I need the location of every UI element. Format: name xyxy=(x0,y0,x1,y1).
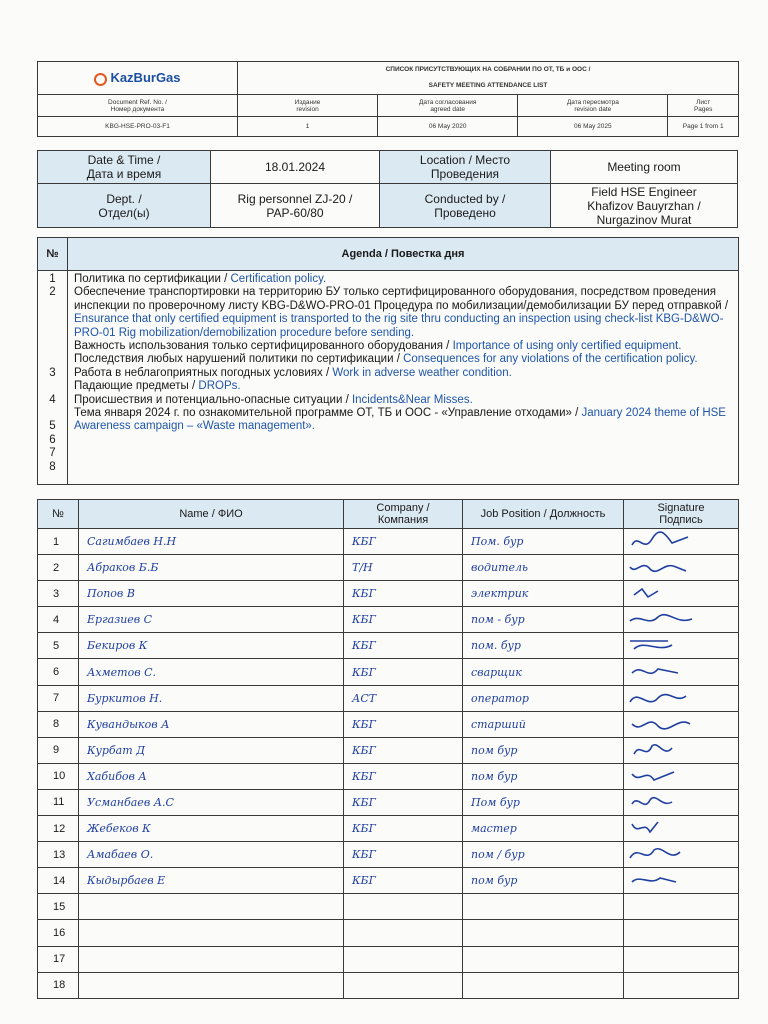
row-signature xyxy=(624,633,739,659)
row-number: 5 xyxy=(38,633,79,659)
row-number: 3 xyxy=(38,581,79,607)
agenda-items xyxy=(68,271,739,485)
att-signature-header: Signature Подпись xyxy=(624,500,739,529)
row-signature xyxy=(624,816,739,842)
attendance-row xyxy=(38,763,739,789)
row-job xyxy=(463,972,624,998)
row-number: 9 xyxy=(38,737,79,763)
att-company-header: Company / Компания xyxy=(344,500,463,529)
row-number: 4 xyxy=(38,607,79,633)
agenda-table xyxy=(37,237,739,485)
pages-value: Page 1 from 1 xyxy=(668,117,739,137)
row-signature xyxy=(624,763,739,789)
document-header xyxy=(37,61,739,137)
row-company: КБГ xyxy=(344,659,463,685)
row-signature xyxy=(624,659,739,685)
attendance-row xyxy=(38,920,739,946)
agenda-item: Политика по сертификации / Certification policy. xyxy=(74,273,327,285)
attendance-row xyxy=(38,581,739,607)
row-name: Хабибов А xyxy=(79,763,344,789)
row-name xyxy=(79,946,344,972)
row-signature xyxy=(624,555,739,581)
row-number: 14 xyxy=(38,868,79,894)
row-job xyxy=(463,946,624,972)
row-job: пом - бур xyxy=(463,607,624,633)
handwritten-signature xyxy=(628,740,718,762)
row-company: КБГ xyxy=(344,789,463,815)
handwritten-signature xyxy=(628,844,718,866)
row-signature xyxy=(624,920,739,946)
row-company: КБГ xyxy=(344,607,463,633)
row-number: 7 xyxy=(38,685,79,711)
row-signature xyxy=(624,842,739,868)
agenda-numbers: 1 2 3 4 5 6 7 8 xyxy=(38,271,68,485)
row-name xyxy=(79,894,344,920)
logo-mark-icon xyxy=(94,73,107,86)
attendance-row xyxy=(38,711,739,737)
attendance-row xyxy=(38,659,739,685)
row-number: 16 xyxy=(38,920,79,946)
date-label: Date & Time / Дата и время xyxy=(38,151,211,184)
attendance-row xyxy=(38,946,739,972)
row-job: Пом бур xyxy=(463,789,624,815)
handwritten-signature xyxy=(628,870,718,892)
date-value: 18.01.2024 xyxy=(211,151,380,184)
doc-ref-value: KBG-HSE-PRO-03-F1 xyxy=(38,117,238,137)
att-job-header: Job Position / Должность xyxy=(463,500,624,529)
row-job: пом. бур xyxy=(463,633,624,659)
row-number: 18 xyxy=(38,972,79,998)
row-company: КБГ xyxy=(344,842,463,868)
row-signature xyxy=(624,737,739,763)
att-name-header: Name / ФИО xyxy=(79,500,344,529)
row-name: Курбат Д xyxy=(79,737,344,763)
row-job xyxy=(463,894,624,920)
handwritten-signature xyxy=(628,766,718,788)
att-no-header: № xyxy=(38,500,79,529)
row-company xyxy=(344,946,463,972)
row-signature xyxy=(624,685,739,711)
row-job: пом бур xyxy=(463,763,624,789)
row-signature xyxy=(624,972,739,998)
row-name: Попов В xyxy=(79,581,344,607)
attendance-row xyxy=(38,633,739,659)
row-name: Ахметов С. xyxy=(79,659,344,685)
conducted-value: Field HSE Engineer Khafizov Bauyrzhan / Nurgazinov Murat xyxy=(551,184,738,228)
row-name: Ергазиев С xyxy=(79,607,344,633)
agenda-item: Важность использования только сертифицированного оборудования / Importance of using only certified equipment. xyxy=(74,340,682,353)
row-company: Т/Н xyxy=(344,555,463,581)
agenda-item: Падающие предметы / DROPs. xyxy=(74,380,241,393)
row-company: КБГ xyxy=(344,737,463,763)
row-number: 12 xyxy=(38,816,79,842)
handwritten-signature xyxy=(628,635,718,657)
row-name: Амабаев О. xyxy=(79,842,344,868)
handwritten-signature xyxy=(628,818,718,840)
row-company: КБГ xyxy=(344,711,463,737)
row-name: Буркитов Н. xyxy=(79,685,344,711)
doc-ref-label: Document Ref. No. / Номер документа xyxy=(38,95,238,117)
location-value: Meeting room xyxy=(551,151,738,184)
agenda-item: Последствия любых нарушений политики по сертификации / Consequences for any violations of the certification policy. xyxy=(74,353,698,366)
row-number: 13 xyxy=(38,842,79,868)
row-company: КБГ xyxy=(344,581,463,607)
row-company: КБГ xyxy=(344,763,463,789)
row-company xyxy=(344,920,463,946)
row-job: старший xyxy=(463,711,624,737)
dept-label: Dept. / Отдел(ы) xyxy=(38,184,211,228)
row-signature xyxy=(624,711,739,737)
conducted-label: Conducted by / Проведено xyxy=(380,184,551,228)
attendance-row xyxy=(38,607,739,633)
revision-label: Издание revision xyxy=(237,95,377,117)
agenda-no-header: № xyxy=(38,238,68,271)
row-number: 17 xyxy=(38,946,79,972)
handwritten-signature xyxy=(628,609,718,631)
row-job: пом / бур xyxy=(463,842,624,868)
attendance-row xyxy=(38,972,739,998)
row-job: электрик xyxy=(463,581,624,607)
row-job: сварщик xyxy=(463,659,624,685)
row-number: 2 xyxy=(38,555,79,581)
row-company xyxy=(344,972,463,998)
row-job: пом бур xyxy=(463,737,624,763)
agenda-item: Обеспечение транспортировки на территорию БУ только сертифицированного оборудования, посредством проведения инспекции по проверочному листу KBG-D&WO-PRO-01 Процедура по мобилизации/демобилизации БУ перед отправкой / Ensurance that only certified equipment is transported to the rig site thru conducting an inspection using check-list KBG-D&WO-PRO-01 Rig mobilization/demobilization procedure before sending. xyxy=(74,286,729,339)
agenda-item: Происшествия и потенциально-опасные ситуации / Incidents&Near Misses. xyxy=(74,393,473,406)
row-number: 8 xyxy=(38,711,79,737)
row-name xyxy=(79,920,344,946)
handwritten-signature xyxy=(628,688,718,710)
revision-value: 1 xyxy=(237,117,377,137)
row-name: Кыдырбаев Е xyxy=(79,868,344,894)
row-company xyxy=(344,894,463,920)
row-name: Усманбаев А.С xyxy=(79,789,344,815)
row-name: Кувандыков А xyxy=(79,711,344,737)
row-signature xyxy=(624,789,739,815)
row-job: водитель xyxy=(463,555,624,581)
row-company: АСТ xyxy=(344,685,463,711)
row-job: мастер xyxy=(463,816,624,842)
attendance-table xyxy=(37,499,739,999)
attendance-row xyxy=(38,842,739,868)
row-signature xyxy=(624,607,739,633)
company-logo: KazBurGas xyxy=(38,62,238,95)
row-signature xyxy=(624,894,739,920)
row-job: Пом. бур xyxy=(463,529,624,555)
revision-date-value: 06 May 2025 xyxy=(518,117,668,137)
row-name: Жебеков К xyxy=(79,816,344,842)
agreed-date-value: 06 May 2020 xyxy=(378,117,518,137)
agenda-item: Работа в неблагоприятных погодных условиях / Work in adverse weather condition. xyxy=(74,366,512,379)
attendance-row xyxy=(38,555,739,581)
row-signature xyxy=(624,529,739,555)
pages-label: Лист Pages xyxy=(668,95,739,117)
row-job: оператор xyxy=(463,685,624,711)
row-signature xyxy=(624,868,739,894)
meeting-info xyxy=(37,150,738,228)
attendance-row xyxy=(38,529,739,555)
agreed-date-label: Дата согласования agreed date xyxy=(378,95,518,117)
attendance-row xyxy=(38,894,739,920)
document-title: СПИСОК ПРИСУТСТВУЮЩИХ НА СОБРАНИИ ПО ОТ, ТБ и ООС / SAFETY MEETING ATTENDANCE LIST xyxy=(237,62,738,95)
handwritten-signature xyxy=(628,792,718,814)
row-number: 11 xyxy=(38,789,79,815)
row-name: Абраков Б.Б xyxy=(79,555,344,581)
row-signature xyxy=(624,581,739,607)
row-number: 6 xyxy=(38,659,79,685)
revision-date-label: Дата пересмотра revision date xyxy=(518,95,668,117)
row-company: КБГ xyxy=(344,816,463,842)
attendance-row xyxy=(38,789,739,815)
agenda-title-header: Agenda / Повестка дня xyxy=(68,238,739,271)
handwritten-signature xyxy=(628,661,718,683)
location-label: Location / Место Проведения xyxy=(380,151,551,184)
handwritten-signature xyxy=(628,557,718,579)
row-company: КБГ xyxy=(344,868,463,894)
attendance-row xyxy=(38,685,739,711)
row-job xyxy=(463,920,624,946)
row-name: Бекиров К xyxy=(79,633,344,659)
attendance-row xyxy=(38,868,739,894)
row-company: КБГ xyxy=(344,633,463,659)
row-name: Сагимбаев Н.Н xyxy=(79,529,344,555)
row-number: 10 xyxy=(38,763,79,789)
handwritten-signature xyxy=(628,714,718,736)
row-number: 15 xyxy=(38,894,79,920)
handwritten-signature xyxy=(628,583,718,605)
row-company: КБГ xyxy=(344,529,463,555)
dept-value: Rig personnel ZJ-20 / PAP-60/80 xyxy=(211,184,380,228)
row-signature xyxy=(624,946,739,972)
handwritten-signature xyxy=(628,531,718,553)
row-name xyxy=(79,972,344,998)
attendance-row xyxy=(38,816,739,842)
agenda-item: Тема января 2024 г. по ознакомительной программе ОТ, ТБ и ООС - «Управление отходами» / January 2024 theme of HSE Awareness campaign – «Waste management». xyxy=(74,407,726,433)
row-number: 1 xyxy=(38,529,79,555)
attendance-row xyxy=(38,737,739,763)
row-job: пом бур xyxy=(463,868,624,894)
